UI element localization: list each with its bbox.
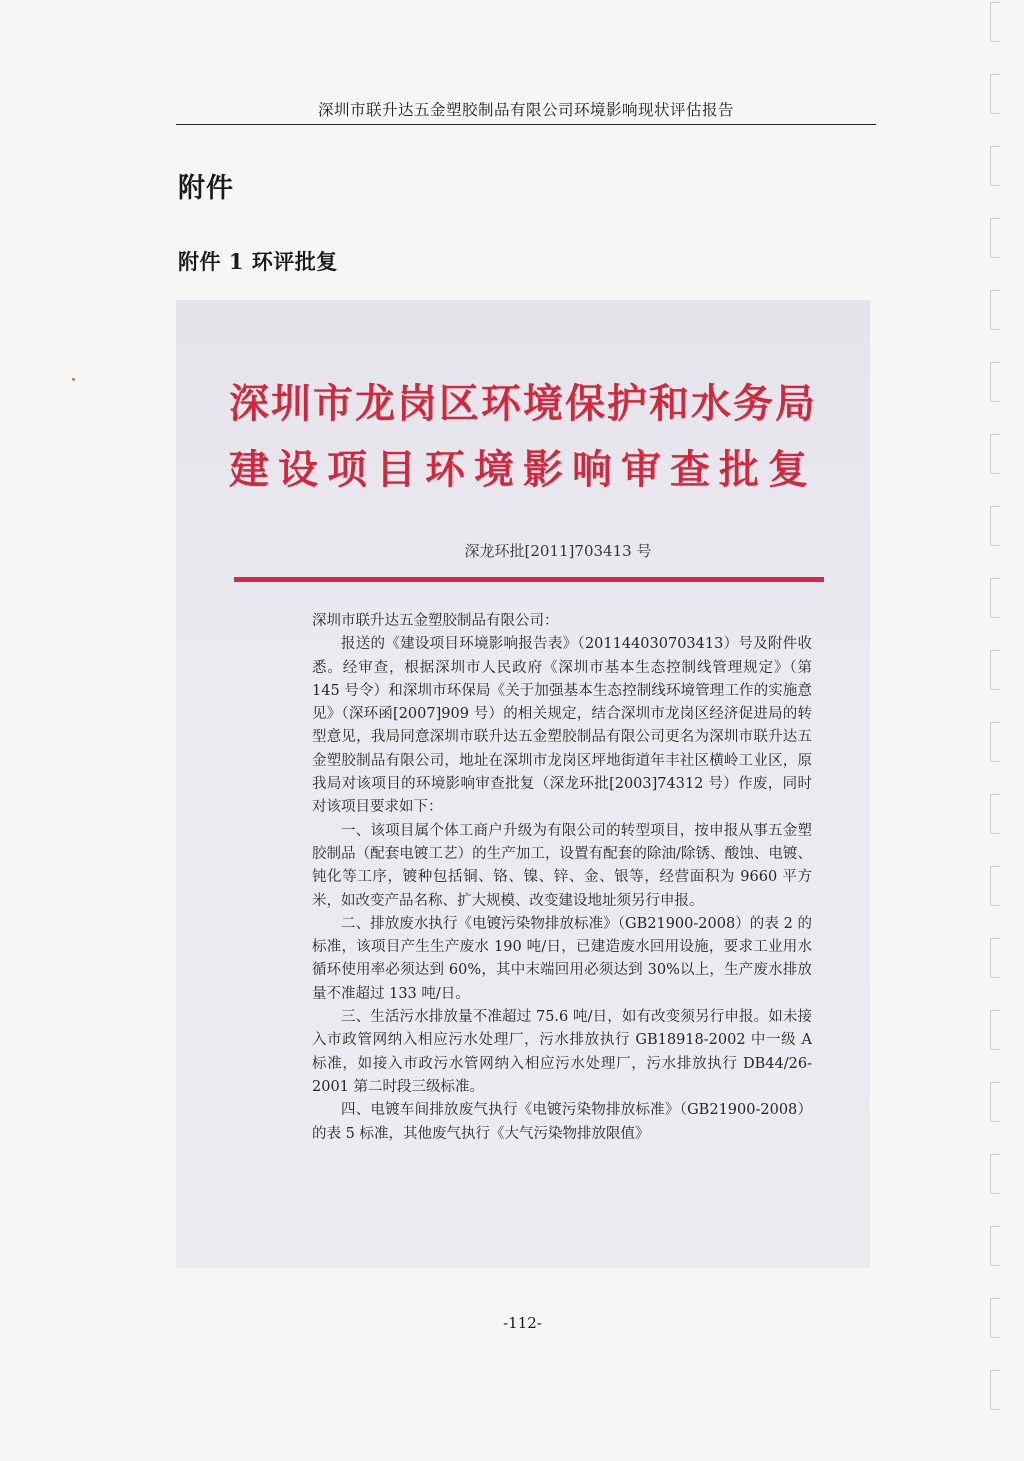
- red-divider: [234, 577, 824, 582]
- binder-tab-mark: [990, 290, 1001, 330]
- binder-tab-mark: [990, 1370, 1001, 1410]
- binder-tab-mark: [990, 866, 1001, 906]
- binder-tab-mark: [990, 650, 1001, 690]
- binder-tab-mark: [990, 722, 1001, 762]
- appendix-subheading: 附件 1 环评批复: [178, 249, 338, 274]
- paragraph-4: 三、生活污水排放量不准超过 75.6 吨/日，如有改变须另行申报。如未接入市政管网纳入相应污水处理厂，污水排放执行 GB18918-2002 中一级 A 标准，如接入市政污水管网纳入相应污水处理厂，污水排放执行 DB44/26-2001 第二时段三级标准。: [312, 1009, 812, 1095]
- binder-tab-marks: [990, 0, 1006, 1461]
- binder-tab-mark: [990, 434, 1001, 474]
- scanned-approval-document: [176, 300, 870, 1268]
- appendix-heading: 附件: [178, 173, 234, 204]
- binder-tab-mark: [990, 578, 1001, 618]
- binder-tab-mark: [990, 218, 1001, 258]
- binder-tab-mark: [990, 1082, 1001, 1122]
- binder-tab-mark: [990, 2, 1001, 42]
- binder-tab-mark: [990, 1298, 1001, 1338]
- binder-tab-mark: [990, 794, 1001, 834]
- paragraph-3: 二、排放废水执行《电镀污染物排放标准》（GB21900-2008）的表 2 的标准，该项目产生生产废水 190 吨/日，已建造废水回用设施，要求工业用水循环使用率必须达到 60%，其中末端回用必须达到 30%以上，生产废水排放量不准超过 133 吨/日。: [312, 915, 812, 1002]
- binder-tab-mark: [990, 362, 1001, 402]
- addressee: 深圳市联升达五金塑胶制品有限公司：: [312, 613, 559, 629]
- page-header: 深圳市联升达五金塑胶制品有限公司环境影响现状评估报告: [176, 98, 876, 125]
- binder-tab-mark: [990, 74, 1001, 114]
- paragraph-1: 报送的《建设项目环境影响报告表》（201144030703413）号及附件收悉。经审查，根据深圳市人民政府《深圳市基本生态控制线管理规定》（第 145 号令）和深圳市环保局《关于加强基本生态控制线环境管理工作的实施意见》（深环函[2007]909 号）的相关规定，结合深圳市龙岗区经济促进局的转型意见，我局同意深圳市联升达五金塑胶制品有限公司更名为深圳市联升达五金塑胶制品有限公司，地址在深圳市龙岗区坪地街道年丰社区横岭工业区，原我局对该项目的环境影响审查批复（深龙环批[2003]74312 号）作废，同时对该项目要求如下：: [312, 636, 812, 816]
- binder-tab-mark: [990, 506, 1001, 546]
- binder-tab-mark: [990, 938, 1001, 978]
- binder-tab-mark: [990, 1226, 1001, 1266]
- paragraph-5: 四、电镀车间排放废气执行《电镀污染物排放标准》（GB21900-2008）的表 5 标准，其他废气执行《大气污染物排放限值》: [312, 1102, 812, 1142]
- approval-body: [312, 610, 812, 1146]
- scan-speck: [72, 378, 75, 381]
- page-number: -112-: [503, 1314, 542, 1332]
- paragraph-2: 一、该项目属个体工商户升级为有限公司的转型项目，按申报从事五金塑胶制品（配套电镀工艺）的生产加工，设置有配套的除油/除锈、酸蚀、电镀、钝化等工序，镀种包括铜、铬、镍、锌、金、银等，经营面积为 9660 平方米，如改变产品名称、扩大规模、改变建设地址须另行申报。: [312, 822, 812, 909]
- binder-tab-mark: [990, 146, 1001, 186]
- scan-title-line2: 建设项目环境影响审查批复: [229, 447, 817, 493]
- scan-title-line1: 深圳市龙岗区环境保护和水务局: [229, 381, 817, 427]
- binder-tab-mark: [990, 1154, 1001, 1194]
- binder-tab-mark: [990, 1010, 1001, 1050]
- document-number: 深龙环批[2011]703413 号: [464, 542, 652, 560]
